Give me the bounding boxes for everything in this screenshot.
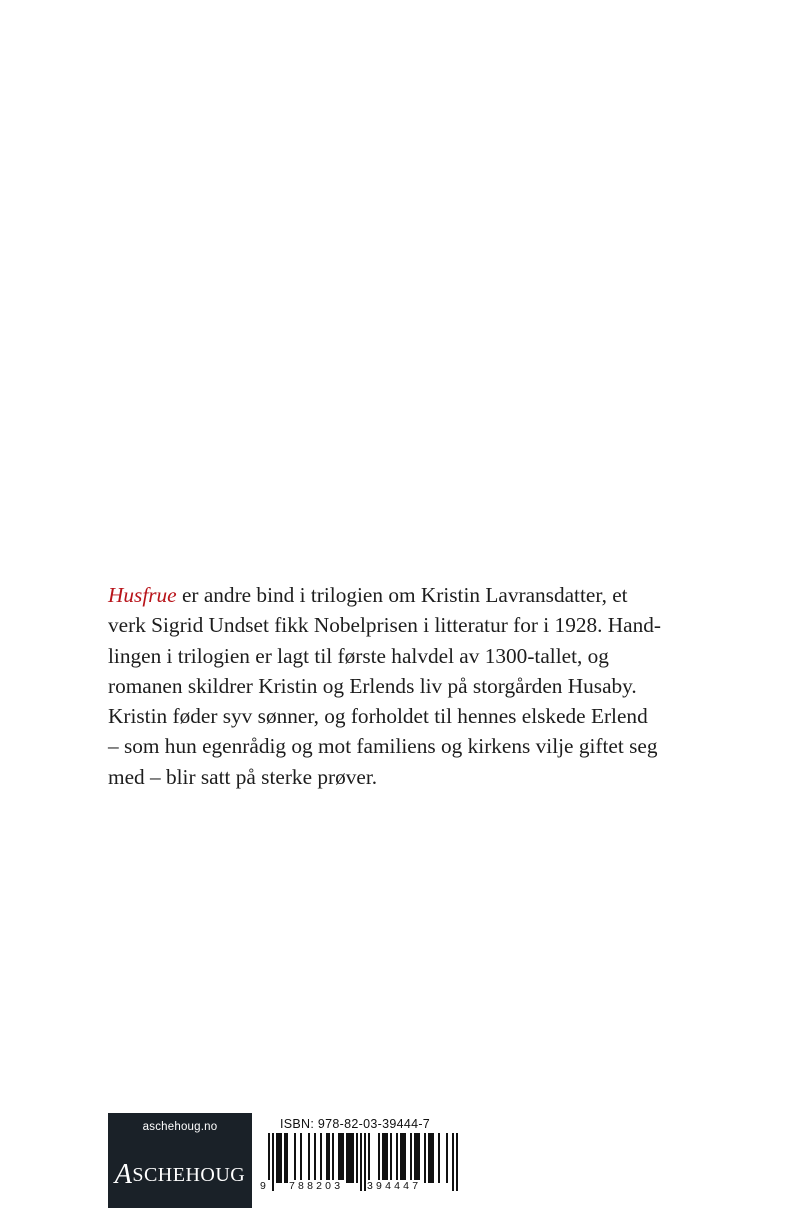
barcode <box>262 1133 458 1208</box>
barcode-bar <box>332 1133 334 1183</box>
barcode-bar <box>386 1133 388 1183</box>
barcode-bar <box>342 1133 344 1183</box>
publisher-url: aschehoug.no <box>142 1121 218 1133</box>
barcode-bar <box>402 1133 404 1183</box>
publisher-logo-initial: A <box>114 1159 133 1190</box>
barcode-bar <box>284 1133 286 1183</box>
barcode-bar <box>352 1133 354 1183</box>
barcode-bar <box>300 1133 302 1183</box>
blurb-text <box>108 580 728 792</box>
barcode-bar <box>414 1133 416 1183</box>
barcode-bar <box>416 1133 418 1183</box>
barcode-digits <box>262 1180 458 1196</box>
barcode-bar <box>308 1133 310 1183</box>
barcode-bar <box>340 1133 342 1183</box>
barcode-bar <box>428 1133 430 1183</box>
barcode-bar <box>390 1133 392 1183</box>
barcode-bar <box>356 1133 358 1183</box>
barcode-bar <box>346 1133 348 1183</box>
barcode-bar <box>278 1133 280 1183</box>
barcode-bar <box>384 1133 386 1183</box>
barcode-bar <box>328 1133 330 1183</box>
barcode-bar <box>410 1133 412 1183</box>
blurb-line: romanen skildrer Kristin og Erlends liv på storgården Husaby. <box>108 673 637 698</box>
isbn-label: ISBN: 978-82-03-39444-7 <box>280 1117 431 1131</box>
barcode-bar <box>314 1133 316 1183</box>
barcode-digit-first: 9 <box>260 1180 270 1192</box>
barcode-bar <box>404 1133 406 1183</box>
barcode-bar <box>350 1133 352 1183</box>
publisher-box <box>108 1113 252 1208</box>
publisher-logo-text: SCHEHOUG <box>132 1164 246 1186</box>
barcode-bar <box>378 1133 380 1183</box>
barcode-bar <box>326 1133 328 1183</box>
barcode-bar <box>396 1133 398 1183</box>
blurb-line: – som hun egenrådig og mot familiens og kirkens vilje giftet seg <box>108 734 658 759</box>
barcode-bar <box>368 1133 370 1183</box>
blurb-line-text: er andre bind i trilogien om Kristin Lavransdatter, et <box>176 583 628 607</box>
barcode-bar <box>438 1133 440 1183</box>
barcode-bar <box>348 1133 350 1183</box>
barcode-bar <box>430 1133 432 1183</box>
blurb-line: lingen i trilogien er lagt til første halvdel av 1300-tallet, og <box>108 643 609 668</box>
barcode-bar <box>382 1133 384 1183</box>
publisher-logo <box>108 1159 252 1191</box>
barcode-bar <box>424 1133 426 1183</box>
barcode-bar <box>286 1133 288 1183</box>
barcode-digits-right: 394447 <box>367 1180 422 1192</box>
book-title: Husfrue <box>108 583 177 607</box>
barcode-bar <box>418 1133 420 1183</box>
blurb-line: verk Sigrid Undset fikk Nobelprisen i litteratur for i 1928. Hand- <box>108 613 662 638</box>
blurb-line: med – blir satt på sterke prøver. <box>108 764 378 789</box>
barcode-bar <box>338 1133 340 1183</box>
barcode-bar <box>276 1133 278 1183</box>
barcode-bar <box>320 1133 322 1183</box>
blurb-line <box>108 580 728 610</box>
barcode-bar <box>432 1133 434 1183</box>
barcode-digits-left: 788203 <box>289 1180 344 1192</box>
barcode-bar <box>400 1133 402 1183</box>
barcode-bar <box>446 1133 448 1183</box>
barcode-bar <box>294 1133 296 1183</box>
barcode-bar <box>280 1133 282 1183</box>
blurb-line: Kristin føder syv sønner, og forholdet til hennes elskede Erlend <box>108 704 648 729</box>
